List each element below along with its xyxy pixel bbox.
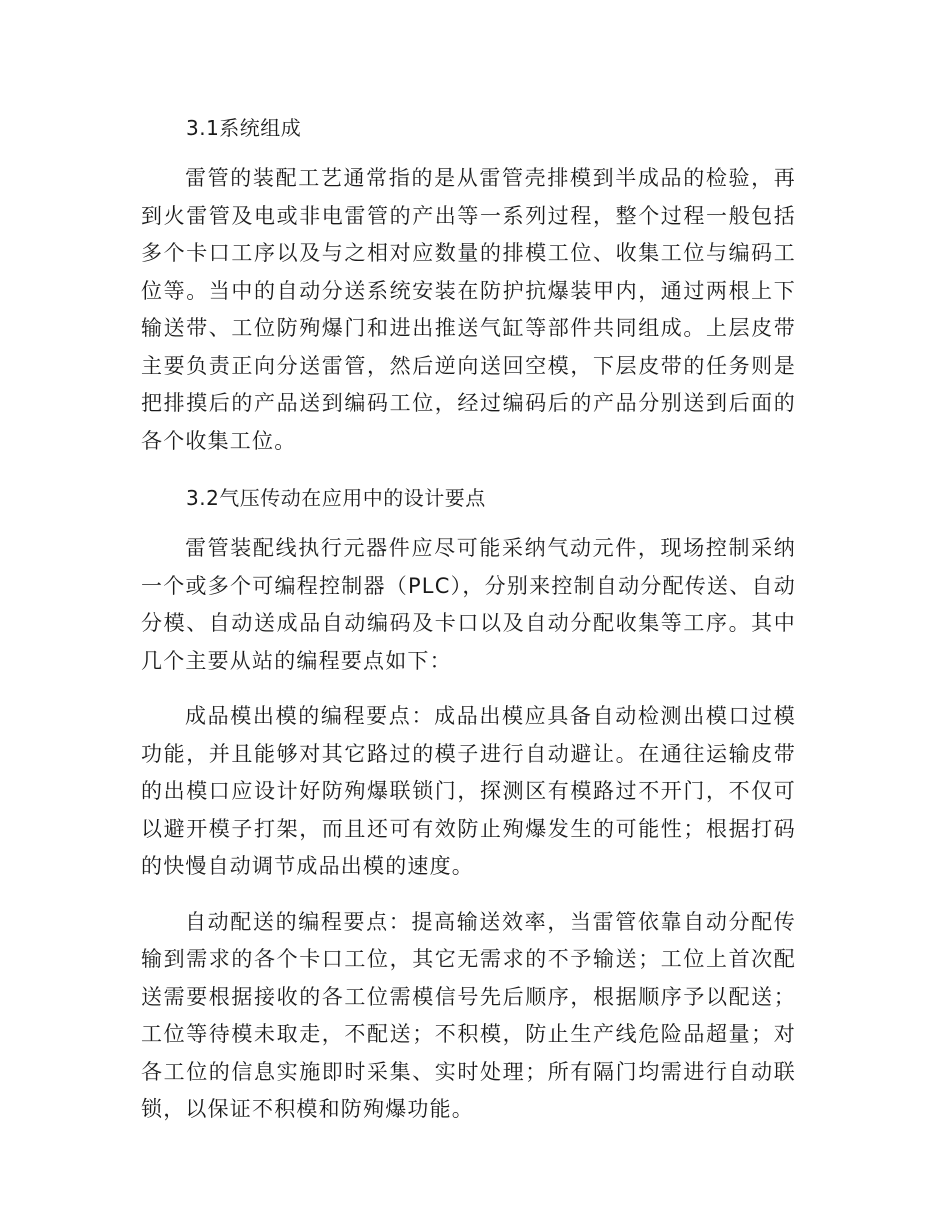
paragraph-actuator-design: 雷管装配线执行元器件应尽可能采纳气动元件，现场控制采纳一个或多个可编程控制器（PLC），分别来控制自动分配传送、自动分模、自动送成品自动编码及卡口以及自动分配收集等工序。其中几个主要从站的编程要点如下：: [141, 536, 796, 673]
section-heading-3-2: 3.2气压传动在应用中的设计要点: [186, 486, 486, 510]
section-heading-3-1: 3.1系统组成: [186, 116, 302, 140]
paragraph-system-composition: 雷管的装配工艺通常指的是从雷管壳排模到半成品的检验，再到火雷管及电或非电雷管的产出等一系列过程，整个过程一般包括多个卡口工序以及与之相对应数量的排模工位、收集工位与编码工位等。当中的自动分送系统安装在防护抗爆装甲内，通过两根上下输送带、工位防殉爆门和进出推送气缸等部件共同组成。上层皮带主要负责正向分送雷管，然后逆向送回空模，下层皮带的任务则是把排摸后的产品送到编码工位，经过编码后的产品分别送到后面的各个收集工位。: [141, 166, 796, 453]
paragraph-product-demolding: 成品模出模的编程要点：成品出模应具备自动检测出模口过模功能，并且能够对其它路过的模子进行自动避让。在通往运输皮带的出模口应设计好防殉爆联锁门，探测区有模路过不开门，不仅可以避开模子打架，而且还可有效防止殉爆发生的可能性；根据打码的快慢自动调节成品出模的速度。: [141, 704, 796, 878]
paragraph-auto-delivery: 自动配送的编程要点：提高输送效率，当雷管依靠自动分配传输到需求的各个卡口工位，其它无需求的不予输送；工位上首次配送需要根据接收的各工位需模信号先后顺序，根据顺序予以配送；工位等待模未取走，不配送；不积模，防止生产线危险品超量；对各工位的信息实施即时采集、实时处理；所有隔门均需进行自动联锁，以保证不积模和防殉爆功能。: [141, 909, 796, 1121]
document-body: [141, 108, 796, 1147]
